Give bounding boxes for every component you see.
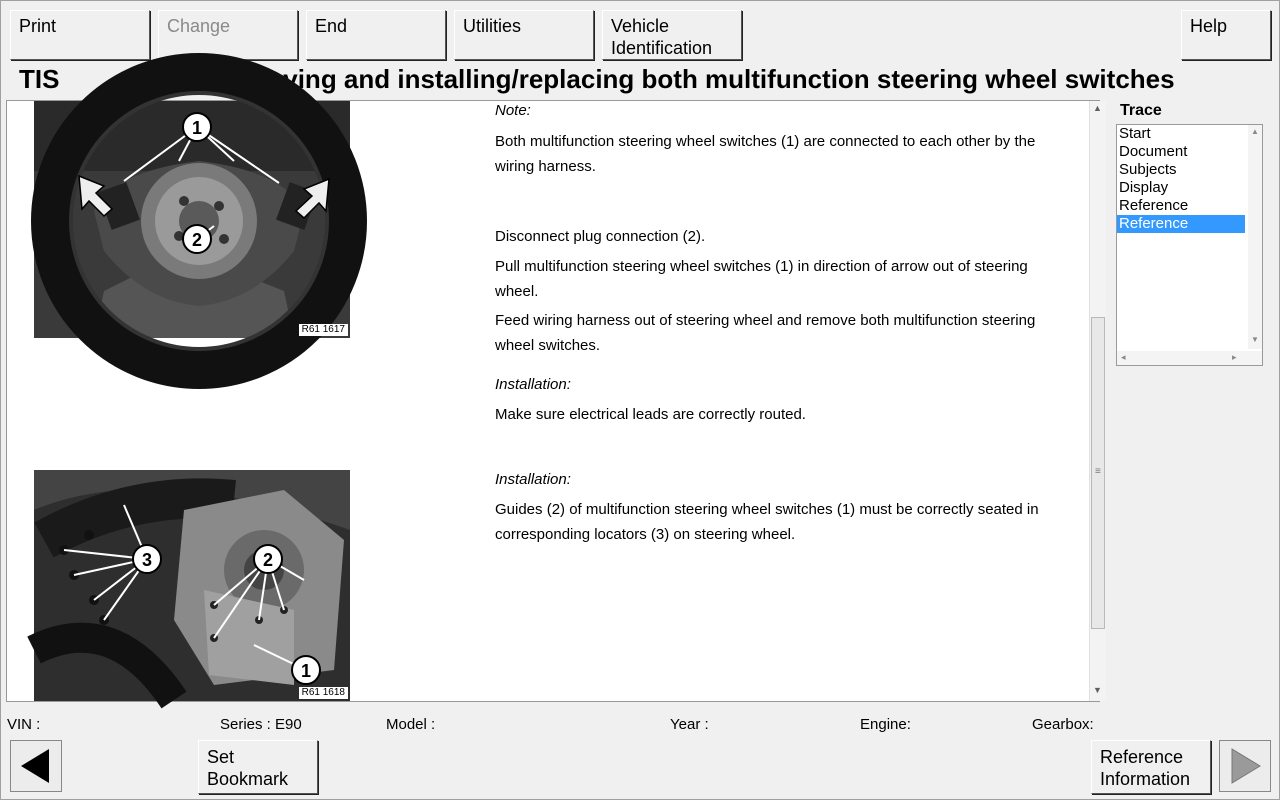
steering-wheel-image-2	[34, 470, 350, 701]
trace-item-display[interactable]: Display	[1119, 179, 1169, 196]
trace-scroll-right-icon[interactable]: ▸	[1232, 352, 1237, 362]
back-button[interactable]	[10, 740, 62, 792]
help-label: Help	[1190, 16, 1228, 36]
image-label-1: R61 1617	[299, 324, 348, 336]
page-title	[159, 64, 1175, 95]
doc-title: Removing and installing/replacing both multifunction steering wheel switches	[211, 64, 1175, 94]
trace-vscrollbar[interactable]	[1248, 125, 1262, 349]
trace-item-subjects[interactable]: Subjects	[1119, 161, 1177, 178]
doc-type: RA	[159, 64, 197, 94]
help-button[interactable]	[1181, 10, 1271, 60]
scroll-up-icon[interactable]: ▲	[1093, 103, 1102, 113]
vehicle-status-bar	[0, 710, 1280, 738]
installation-text-2: Guides (2) of multifunction steering wheel switches (1) must be correctly seated in corresponding locators (3) on steering wheel.	[495, 501, 1039, 543]
step-pull: Pull multifunction steering wheel switches (1) in direction of arrow out of steering wheel.	[495, 258, 1028, 300]
vin-label: VIN :	[7, 716, 41, 733]
note-text: Both multifunction steering wheel switches (1) are connected to each other by the wiring harness.	[495, 133, 1036, 175]
step-disconnect: Disconnect plug connection (2).	[495, 228, 706, 245]
trace-item-reference-selected[interactable]: Reference	[1117, 215, 1245, 233]
trace-hscrollbar[interactable]	[1117, 351, 1262, 365]
grip-icon: ≡	[1095, 466, 1101, 477]
series-label: Series : E90	[220, 716, 302, 733]
installation-heading-2: Installation:	[495, 471, 571, 488]
step-feed: Feed wiring harness out of steering wheel and remove both multifunction steering wheel switches.	[495, 312, 1036, 354]
arrow-right-icon	[1220, 741, 1270, 791]
forward-button[interactable]	[1219, 740, 1271, 792]
trace-title: Trace	[1120, 102, 1162, 119]
trace-scroll-down-icon[interactable]: ▼	[1251, 335, 1259, 344]
image-label-2: R61 1618	[299, 687, 348, 699]
vehicle-identification-label-2: Identification	[611, 38, 713, 58]
scrollbar-thumb[interactable]	[1091, 317, 1105, 629]
end-button[interactable]	[306, 10, 446, 60]
trace-list[interactable]	[1116, 124, 1263, 366]
callout-1: 1	[191, 118, 203, 138]
vehicle-identification-button[interactable]	[602, 10, 742, 60]
set-bookmark-label-2: Bookmark	[207, 769, 289, 789]
callout-2: 2	[191, 230, 203, 250]
set-bookmark-button[interactable]	[198, 740, 318, 794]
arrow-left-icon	[11, 741, 61, 791]
print-label: Print	[19, 16, 57, 36]
set-bookmark-label-1: Set	[207, 747, 235, 767]
vehicle-identification-label-1: Vehicle	[611, 16, 670, 36]
installation-heading-1: Installation:	[495, 376, 571, 393]
reference-information-label-1: Reference	[1100, 747, 1184, 767]
trace-item-start[interactable]: Start	[1119, 125, 1151, 142]
content-scrollbar[interactable]	[1089, 101, 1106, 701]
steering-wheel-illustration-1	[34, 101, 350, 338]
change-label: Change	[167, 16, 231, 36]
reference-information-label-2: Information	[1100, 769, 1191, 789]
document-content	[6, 100, 1100, 702]
callout-2-lower: 2	[262, 550, 274, 570]
app-name: TIS	[19, 64, 60, 94]
trace-scroll-up-icon[interactable]: ▲	[1251, 127, 1259, 136]
trace-scroll-left-icon[interactable]: ◂	[1121, 352, 1126, 362]
year-label: Year :	[670, 716, 709, 733]
steering-wheel-image-1	[34, 101, 350, 338]
steering-wheel-illustration-2	[34, 470, 350, 701]
print-button[interactable]	[10, 10, 150, 60]
reference-information-button[interactable]	[1091, 740, 1211, 794]
trace-item-document[interactable]: Document	[1119, 143, 1188, 160]
installation-text-1: Make sure electrical leads are correctly routed.	[495, 406, 806, 423]
callout-3: 3	[141, 550, 153, 570]
trace-item-reference[interactable]: Reference	[1119, 197, 1189, 214]
scroll-down-icon[interactable]: ▼	[1093, 685, 1102, 695]
callout-1-lower: 1	[300, 661, 312, 681]
utilities-button[interactable]	[454, 10, 594, 60]
model-label: Model :	[386, 716, 436, 733]
utilities-label: Utilities	[463, 16, 522, 36]
gearbox-label: Gearbox:	[1032, 716, 1094, 733]
engine-label: Engine:	[860, 716, 911, 733]
change-button[interactable]	[158, 10, 298, 60]
end-label: End	[315, 16, 348, 36]
note-heading: Note:	[495, 102, 531, 119]
